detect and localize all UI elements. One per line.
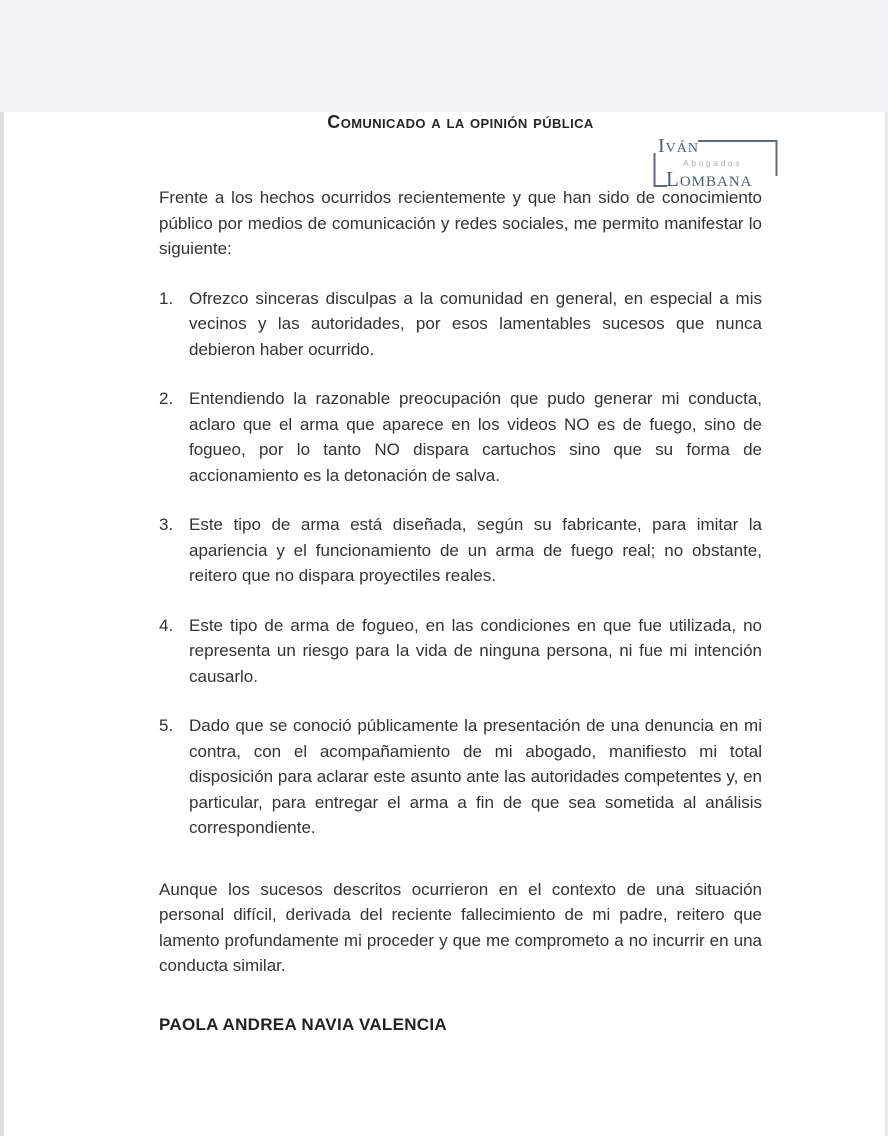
list-item-4 (159, 613, 762, 690)
list-item-3 (159, 512, 762, 589)
logo-firstname: Iván (658, 135, 699, 157)
numbered-list (159, 286, 762, 841)
intro-paragraph: Frente a los hechos ocurridos recientemente y que han sido de conocimiento público por medios de comunicación y redes sociales, me permito manifestar lo siguiente: (159, 188, 762, 258)
item-number: 2. (159, 389, 174, 408)
item-text: Este tipo de arma está diseñada, según su fabricante, para imitar la apariencia y el funcionamiento de un arma de fuego real; no obstante, reitero que no dispara proyectiles reales. (189, 515, 762, 585)
item-text: Dado que se conoció públicamente la presentación de una denuncia en mi contra, con el acompañamiento de mi abogado, manifiesto mi total disposición para aclarar este asunto ante las autoridades competentes y, en particular, para entregar el arma a fin de que sea sometida al análisis correspondiente. (189, 716, 762, 837)
closing-paragraph: Aunque los sucesos descritos ocurrieron en el contexto de una situación personal difícil, derivada del reciente fallecimiento de mi padre, reitero que lamento profundamente mi proceder y que me comprometo a no incurrir en una conducta similar. (159, 879, 762, 975)
item-text: Ofrezco sinceras disculpas a la comunidad en general, en especial a mis vecinos y las autoridades, por esos lamentables sucesos que nunca debieron haber ocurrido. (189, 288, 762, 359)
item-text: Este tipo de arma de fogueo, en las condiciones en que fue utilizada, no representa un riesgo para la vida de ninguna persona, ni fue mi intención causarlo. (189, 615, 762, 686)
signature-name: PAOLA ANDREA NAVIA VALENCIA (159, 1014, 447, 1034)
letter-body (4, 112, 885, 1035)
item-number: 4. (159, 615, 174, 635)
list-item-1 (159, 286, 762, 363)
list-item-5 (159, 713, 762, 841)
list-item-2 (159, 386, 762, 488)
document-title: Comunicado a la opinión pública (327, 112, 594, 132)
item-number: 3. (159, 515, 174, 534)
item-number: 1. (159, 288, 174, 308)
logo-subtitle: Abogados (683, 158, 743, 168)
item-number: 5. (159, 716, 174, 735)
item-text: Entendiendo la razonable preocupación que pudo generar mi conducta, aclaro que el arma que aparece en los videos NO es de fuego, sino de fogueo, por lo tanto NO dispara cartuchos sino que su forma de accionamiento es la detonación de salva. (189, 389, 762, 485)
logo-lastname: Lombana (666, 167, 753, 191)
document-page (0, 112, 888, 1136)
